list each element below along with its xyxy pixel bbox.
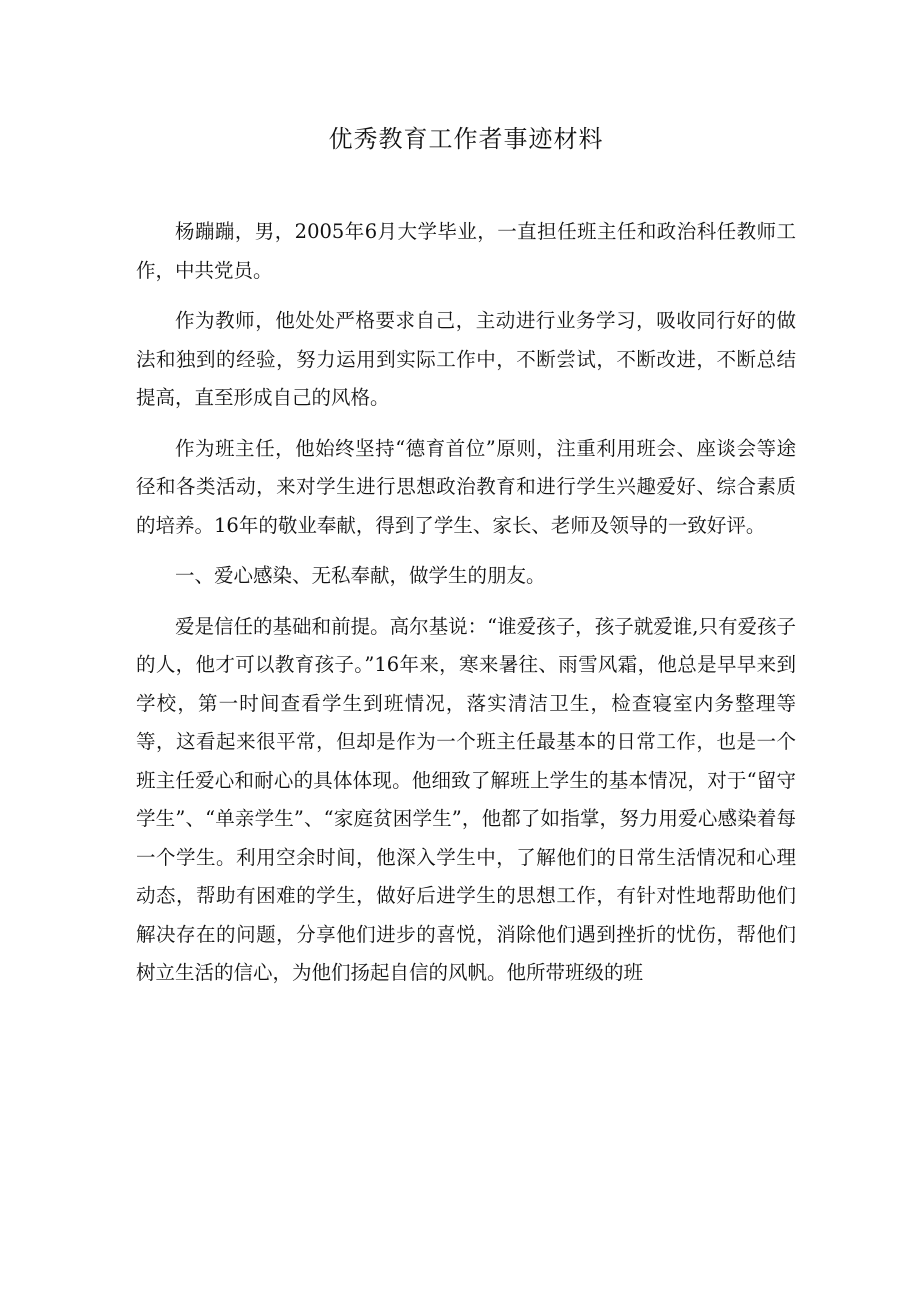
paragraph-as-head-teacher: 作为班主任，他始终坚持“德育首位”原则，注重利用班会、座谈会等途径和各类活动，来对学生进行思想政治教育和进行学生兴趣爱好、综合素质的培养。16年的敬业奉献，得到了学生、家长、老师及领导的一致好评。 (136, 436, 796, 537)
document-title: 优秀教育工作者事迹材料 (328, 125, 604, 153)
paragraph-as-teacher: 作为教师，他处处严格要求自己，主动进行业务学习，吸收同行好的做法和独到的经验，努力运用到实际工作中，不断尝试，不断改进，不断总结提高，直至形成自己的风格。 (136, 309, 796, 409)
paragraph-intro: 杨蹦蹦，男，2005年6月大学毕业，一直担任班主任和政治科任教师工作，中共党员。 (136, 220, 796, 282)
paragraph-love-and-trust: 爱是信任的基础和前提。高尔基说：“谁爱孩子，孩子就爱谁,只有爱孩子的人，他才可以教育孩子。”16年来，寒来暑往、雨雪风霜，他总是早早来到学校，第一时间查看学生到班情况，落实清洁卫生，检查寝室内务整理等等，这看起来很平常，但却是作为一个班主任最基本的日常工作，也是一个班主任爱心和耐心的具体体现。他细致了解班上学生的基本情况，对于“留守学生”、“单亲学生”、“家庭贫困学生”，他都了如指掌，努力用爱心感染着每一个学生。利用空余时间，他深入学生中，了解他们的日常生活情况和心理动态，帮助有困难的学生，做好后进学生的思想工作，有针对性地帮助他们解决存在的问题，分享他们进步的喜悦，消除他们遇到挫折的忧伤，帮他们树立生活的信心，为他们扬起自信的风帆。他所带班级的班 (136, 614, 796, 984)
section-heading-1: 一、爱心感染、无私奉献，做学生的朋友。 (175, 564, 546, 587)
document-body (136, 213, 796, 993)
